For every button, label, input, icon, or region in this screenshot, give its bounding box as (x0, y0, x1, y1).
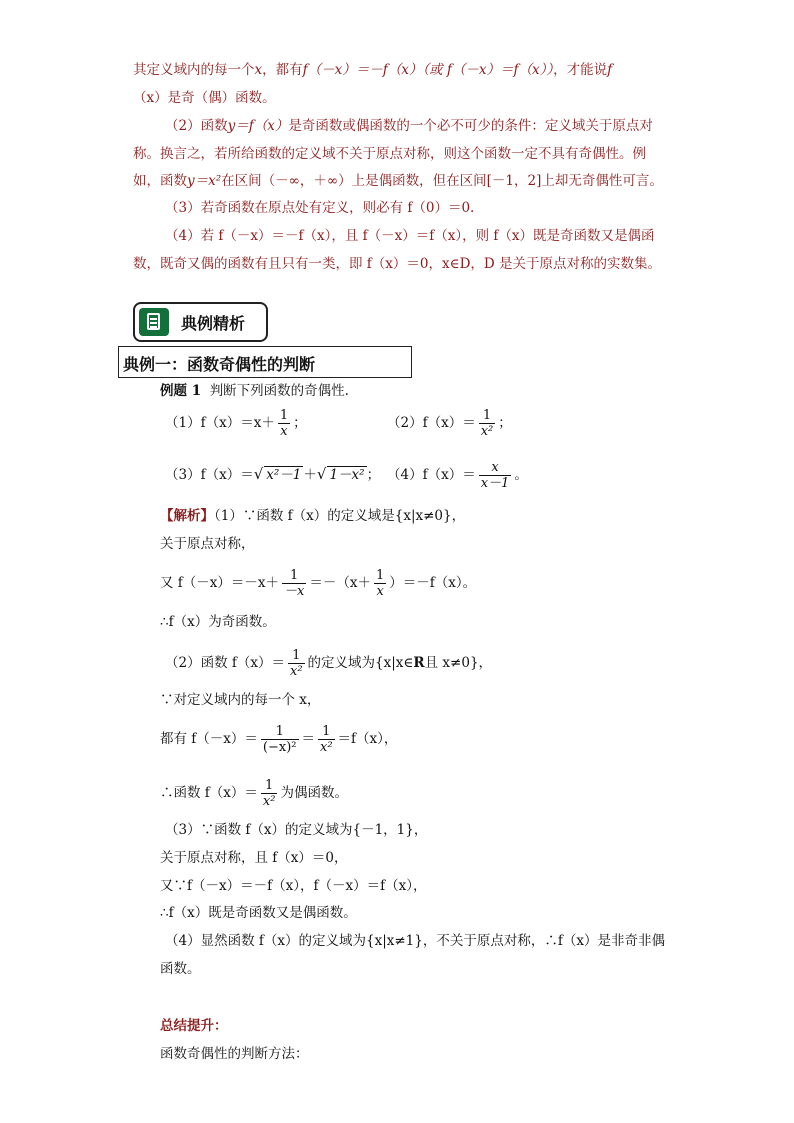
q2-text: （2）f（x）＝ (387, 415, 476, 431)
intro-formula: y＝f（x） (227, 118, 289, 134)
question-4 (387, 460, 528, 491)
s5-denominator: x² (290, 664, 303, 679)
q1-fraction (278, 408, 290, 439)
summary-title: 总结提升： (160, 1018, 228, 1034)
s7-text: 都有 f（－x）＝ (160, 731, 258, 747)
example-heading: 典例一：函数奇偶性的判断 (123, 355, 316, 374)
s3-text: 又 f（－x）＝－x＋ (160, 575, 280, 591)
q2-end: ； (498, 415, 512, 431)
s3-numerator-1: 1 (282, 568, 306, 584)
solution-line-5 (165, 648, 492, 679)
s7-equals: ＝ (301, 731, 315, 747)
intro-p3: （3）若奇函数在原点处有定义，则必有 f（0）＝0. (165, 200, 475, 216)
s8-denominator: x² (262, 794, 276, 809)
s3-denominator-2: x (376, 584, 384, 599)
solution-line-6: ∵对定义域内的每一个 x， (160, 692, 321, 708)
q4-fraction (479, 460, 512, 491)
solution-line-11: 又∵f（－x）＝－f（x），f（－x）＝f（x）， (160, 878, 427, 894)
s7-denominator-2: x² (320, 740, 333, 755)
intro-text: 是奇函数或偶函数的一个必不可少的条件：定义域关于原点对 (288, 118, 653, 134)
q2-numerator: 1 (479, 408, 496, 424)
solution-line-10: 关于原点对称，且 f（x）＝0， (160, 850, 348, 866)
question-2 (387, 408, 512, 439)
q3-text: （3）f（x）＝ (165, 467, 254, 483)
s8-text: 为偶函数。 (280, 785, 348, 801)
solution-line-7 (160, 724, 397, 755)
s7-text: ＝f（x）， (337, 731, 398, 747)
intro-text: 在区间（－∞，＋∞）上是偶函数，但在区间[－1，2]上却无奇偶性可言。 (221, 173, 663, 189)
intro-p4-line-2: 数，既奇又偶的函数有且只有一类，即 f（x）＝0，x∈D，D 是关于原点对称的实数集。 (133, 256, 662, 272)
summary-text: 函数奇偶性的判断方法： (160, 1046, 309, 1062)
intro-p2-line-2: 称。换言之，若所给函数的定义域不关于原点对称，则这个函数一定不具有奇偶性。例 (133, 146, 646, 162)
solution-line-2: 关于原点对称， (160, 536, 255, 552)
q3-radicand-2: 1－x² (329, 467, 365, 483)
intro-text: 其定义域内的每一个 (133, 62, 255, 78)
section-header (133, 302, 268, 342)
solution-line-1 (160, 506, 465, 526)
q1-end: ； (293, 415, 307, 431)
q1-denominator: x (280, 424, 288, 439)
s7-denominator-1: (−x)² (262, 740, 297, 755)
question-3: （3）f（x）＝√ x²－1 ＋√ 1－x² ； (165, 465, 381, 483)
s3-text: ＝－（x＋ (309, 575, 371, 591)
solution-line-4: ∴f（x）为奇函数。 (160, 614, 276, 630)
q4-text: （4）f（x）＝ (387, 467, 476, 483)
question-1 (165, 408, 307, 439)
q3-radicand-1: x²－1 (266, 467, 302, 483)
s3-denominator-1: －x (284, 584, 305, 599)
intro-formula: y＝x² (187, 173, 222, 189)
intro-text: （2）函数 (165, 118, 228, 134)
intro-line-2: （x）是奇（偶）函数。 (133, 90, 276, 106)
q4-denominator: x－1 (480, 476, 510, 491)
intro-var: f (607, 62, 613, 78)
s7-fraction-1 (261, 724, 299, 755)
example-heading-box (118, 346, 412, 378)
intro-line-1 (133, 60, 612, 80)
q2-fraction (479, 408, 496, 439)
intro-p2-line-3 (133, 171, 663, 191)
s5-text: 且 x≠0}， (424, 655, 493, 671)
s8-numerator: 1 (261, 778, 278, 794)
solution-line-3 (160, 568, 476, 599)
s3-fraction-2 (374, 568, 386, 599)
intro-text: 如，函数 (133, 173, 187, 189)
solution-line-12: ∴f（x）既是奇函数又是偶函数。 (160, 905, 357, 921)
example-prompt (160, 381, 349, 401)
q4-numerator: x (479, 460, 512, 476)
intro-text: ，都有 (262, 62, 303, 78)
q1-numerator: 1 (279, 408, 289, 423)
intro-p2-line-1 (165, 116, 653, 136)
s3-text: ）＝－f（x）。 (389, 575, 477, 591)
solution-line-13: （4）显然函数 f（x）的定义域为{x|x≠1}，不关于原点对称，∴f（x）是非奇非偶 (165, 933, 665, 949)
s3-fraction-1 (282, 568, 306, 599)
solution-text: （1）∵函数 f（x）的定义域是{x|x≠0}， (214, 508, 466, 524)
s5-text: （2）函数 f（x）＝ (165, 655, 285, 671)
s5-numerator: 1 (288, 648, 305, 664)
s8-text: ∴函数 f（x）＝ (160, 785, 258, 801)
solution-tag: 【解析】 (160, 508, 214, 524)
s5-fraction (288, 648, 305, 679)
intro-text: ，才能说 (553, 62, 608, 78)
s8-fraction (261, 778, 278, 809)
s7-fraction-2 (318, 724, 335, 755)
intro-var: x (254, 62, 263, 78)
solution-line-14: 函数。 (160, 961, 201, 977)
s7-numerator-2: 1 (318, 724, 335, 740)
s3-numerator-2: 1 (375, 568, 385, 583)
document-icon (139, 308, 169, 336)
intro-formula: f（－x）＝－f（x）（或 f（－x）＝f（x）） (302, 62, 554, 78)
example-label: 例题 1 (160, 383, 202, 399)
intro-p4-line-1: （4）若 f（－x）＝－f（x），且 f（－x）＝f（x），则 f（x）既是奇函数又是偶函 (165, 228, 655, 244)
solution-line-9: （3）∵函数 f（x）的定义域为{－1，1}， (165, 822, 428, 838)
s5-real-set: R (413, 655, 425, 671)
q3-end: ； (366, 467, 381, 483)
section-title: 典例精析 (181, 314, 246, 333)
q2-denominator: x² (480, 424, 494, 439)
example-prompt-text: 判断下列函数的奇偶性. (209, 383, 349, 399)
s7-numerator-1: 1 (261, 724, 299, 740)
q3-plus: ＋ (303, 467, 317, 483)
s5-text: 的定义域为{x|x∈ (307, 655, 414, 671)
q4-end: 。 (514, 467, 528, 483)
q1-text: （1）f（x）＝x＋ (165, 415, 275, 431)
solution-line-8 (160, 778, 348, 809)
